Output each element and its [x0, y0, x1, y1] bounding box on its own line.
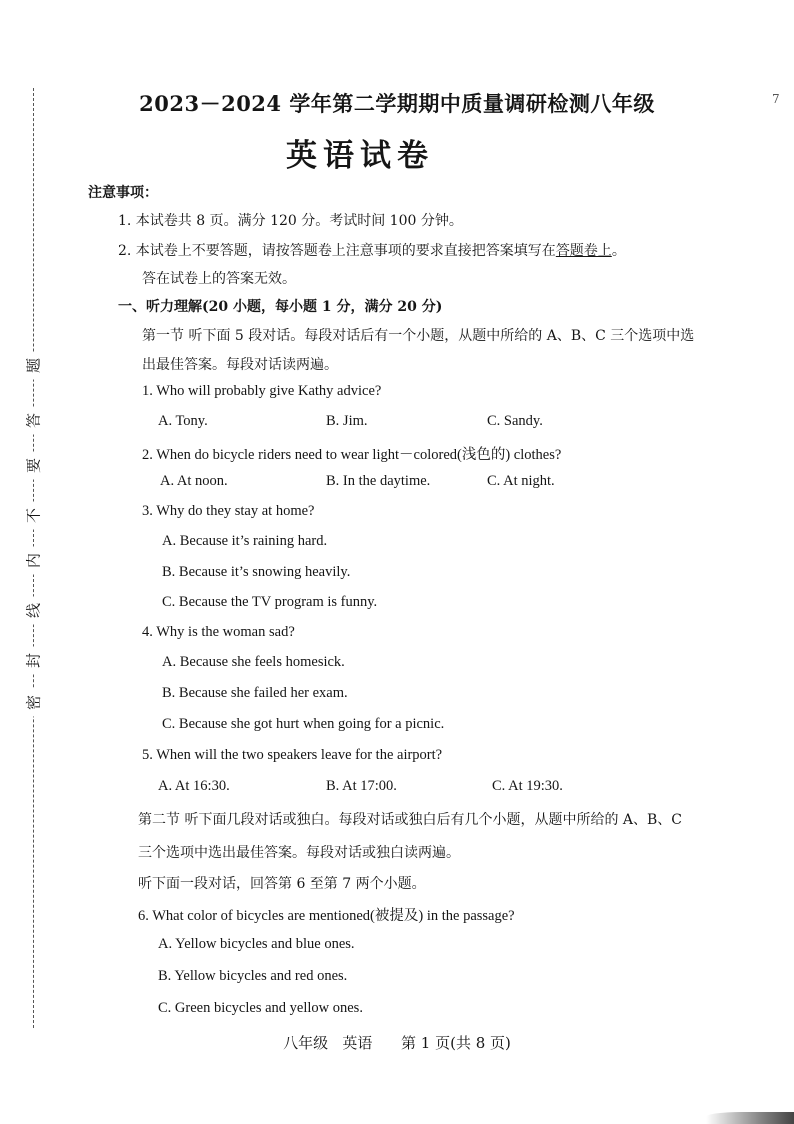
notice-item-2-prefix: 2. 本试卷上不要答题，请按答题卷上注意事项的要求直接把答案填写在	[118, 243, 556, 259]
question-3-stem: 3. Why do they stay at home?	[142, 503, 315, 519]
question-3-option-b: B. Because it’s snowing heavily.	[162, 564, 351, 580]
notice-item-2-line2: 答在试卷上的答案无效。	[142, 271, 296, 287]
question-4-stem: 4. Why is the woman sad?	[142, 624, 295, 640]
corner-mark: 7	[772, 92, 780, 106]
question-1-option-c: C. Sandy.	[487, 413, 543, 429]
question-3-option-a: A. Because it’s raining hard.	[162, 533, 328, 549]
margin-char-bu: 不	[23, 502, 44, 530]
question-2-option-a: A. At noon.	[160, 473, 228, 489]
question-4-option-b: B. Because she failed her exam.	[162, 685, 348, 701]
notice-item-1: 1. 本试卷共 8 页。满分 120 分。考试时间 100 分钟。	[118, 213, 463, 229]
footer-subject: 英语	[342, 1034, 373, 1052]
page-footer	[0, 1032, 794, 1053]
footer-page-number: 第 1 页(共 8 页)	[401, 1034, 511, 1052]
notice-heading: 注意事项：	[88, 185, 158, 201]
answer-sheet-emphasis: 答题卷上	[555, 243, 612, 259]
part1-instruction-line2: 出最佳答案。每段对话读两遍。	[142, 357, 338, 373]
section1-heading: 一、听力理解(20 小题，每小题 1 分，满分 20 分)	[118, 299, 443, 315]
question-2-stem: 2. When do bicycle riders need to wear light－colored(浅色的) clothes?	[142, 447, 562, 463]
question-1-option-a: A. Tony.	[158, 413, 208, 429]
question-6-stem: 6. What color of bicycles are mentioned(被提及) in the passage?	[138, 908, 515, 924]
question-5-option-c: C. At 19:30.	[492, 778, 563, 794]
part2-instruction-line1: 第二节 听下面几段对话或独白。每段对话或独白后有几个小题，从题中所给的 A、B、C	[138, 812, 683, 828]
question-4-option-a: A. Because she feels homesick.	[162, 654, 345, 670]
question-2-option-c: C. At night.	[487, 473, 555, 489]
margin-char-mi: 密	[23, 689, 44, 717]
question-2-option-b: B. In the daytime.	[326, 473, 431, 489]
dialog-intro: 听下面一段对话，回答第 6 至第 7 两个小题。	[138, 876, 426, 892]
part1-instruction-line1: 第一节 听下面 5 段对话。每段对话后有一个小题，从题中所给的 A、B、C 三个选项中选	[142, 328, 695, 344]
margin-char-da: 答	[23, 407, 44, 435]
question-5-option-b: B. At 17:00.	[326, 778, 397, 794]
margin-char-nei: 内	[23, 547, 44, 575]
question-1-option-b: B. Jim.	[326, 413, 368, 429]
question-5-option-a: A. At 16:30.	[158, 778, 230, 794]
notice-item-2-suffix: 。	[611, 243, 626, 259]
question-1-stem: 1. Who will probably give Kathy advice?	[142, 383, 382, 399]
question-6-option-c: C. Green bicycles and yellow ones.	[158, 1000, 363, 1016]
question-6-option-b: B. Yellow bicycles and red ones.	[158, 968, 348, 984]
footer-grade: 八年级	[283, 1034, 329, 1052]
question-3-option-c: C. Because the TV program is funny.	[162, 594, 378, 610]
exam-title: 2023－2024 学年第二学期期中质量调研检测八年级	[139, 91, 655, 116]
subject-title: 英语试卷	[286, 138, 434, 174]
part2-instruction-line2: 三个选项中选出最佳答案。每段对话或独白读两遍。	[138, 845, 460, 861]
notice-item-2	[118, 240, 626, 260]
margin-char-ti: 题	[23, 352, 44, 380]
question-4-option-c: C. Because she got hurt when going for a picnic.	[162, 716, 445, 732]
margin-char-xian: 线	[23, 597, 44, 625]
margin-char-feng: 封	[23, 647, 44, 675]
question-6-option-a: A. Yellow bicycles and blue ones.	[158, 936, 355, 952]
question-5-stem: 5. When will the two speakers leave for the airport?	[142, 747, 443, 763]
margin-char-yao: 要	[23, 452, 44, 480]
scan-smudge	[706, 1112, 794, 1124]
